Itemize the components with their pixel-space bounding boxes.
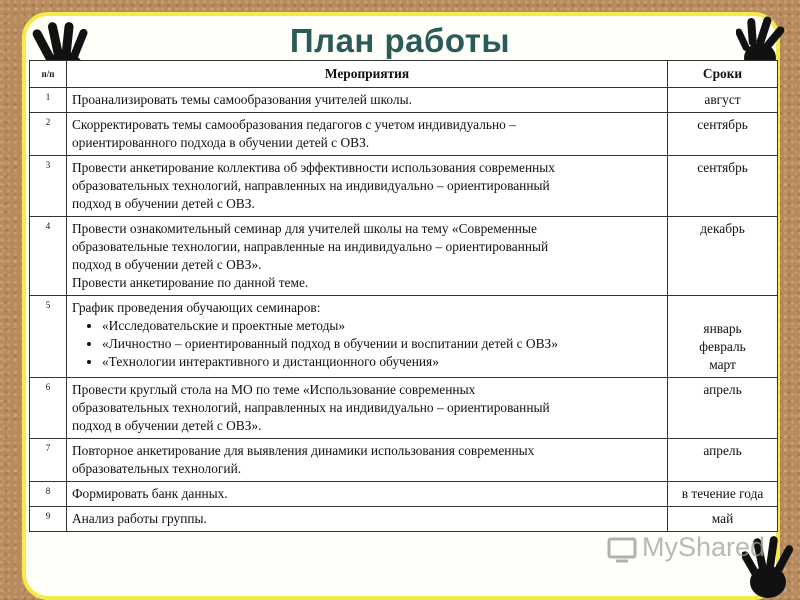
deadline-cell — [668, 88, 778, 113]
activity-cell — [66, 378, 667, 439]
row-number: 9 — [30, 507, 67, 532]
activity-text-line: Провести ознакомительный семинар для учителей школы на тему «Современные — [71, 221, 537, 236]
activity-text-line: Формировать банк данных. — [71, 486, 228, 501]
activity-cell — [66, 296, 667, 378]
table-row — [30, 88, 778, 113]
table-row — [30, 482, 778, 507]
table-header-row — [30, 61, 778, 88]
row-number: 2 — [30, 113, 67, 156]
seminar-list-item: • «Технологии интерактивного и дистанционного обучения» — [102, 353, 662, 371]
watermark-text: MyShared — [642, 532, 766, 562]
table-row — [30, 156, 778, 217]
watermark-logo-icon — [606, 536, 640, 564]
activity-text-line: Провести анкетирование по данной теме. — [71, 275, 309, 290]
deadline-cell — [668, 507, 778, 532]
activity-text-line: подход в обучении детей с ОВЗ». — [71, 418, 262, 433]
deadline-text: сентябрь — [697, 117, 748, 132]
deadline-cell — [668, 296, 778, 378]
seminar-list-item: • «Исследовательские и проектные методы» — [102, 317, 662, 335]
deadline-text: май — [711, 511, 734, 526]
deadline-cell — [668, 439, 778, 482]
deadline-cell — [668, 113, 778, 156]
table-row — [30, 439, 778, 482]
activity-cell — [66, 507, 667, 532]
table-row — [30, 217, 778, 296]
deadline-text: март — [709, 357, 736, 372]
table-row — [30, 378, 778, 439]
deadline-text: август — [704, 92, 741, 107]
activity-text-line: подход в обучении детей с ОВЗ. — [71, 196, 255, 211]
activity-text-line: Проанализировать темы самообразования учителей школы. — [71, 92, 412, 107]
activity-cell — [66, 113, 667, 156]
activity-text-line: ориентированного подхода в обучении детей с ОВЗ. — [71, 135, 370, 150]
deadline-text: сентябрь — [697, 160, 748, 175]
row-number: 6 — [30, 378, 67, 439]
activity-text-line: образовательные технологии, направленные на индивидуально – ориентированный — [71, 239, 549, 254]
header-activities: Мероприятия — [66, 61, 667, 88]
header-deadlines: Сроки — [668, 61, 778, 88]
deadline-cell — [668, 482, 778, 507]
row-number: 5 — [30, 296, 67, 378]
table-row — [30, 296, 778, 378]
activity-text-line: График проведения обучающих семинаров: — [71, 300, 321, 315]
activity-text-line: Провести круглый стола на МО по теме «Использование современных — [71, 382, 476, 397]
header-number: п/п — [30, 61, 67, 88]
deadline-text: апрель — [703, 443, 742, 458]
seminar-list-item: • «Личностно – ориентированный подход в обучении и воспитании детей с ОВЗ» — [102, 335, 662, 353]
page-title: План работы — [289, 22, 511, 59]
activity-cell — [66, 217, 667, 296]
seminar-list — [72, 317, 662, 371]
activity-text-line: подход в обучении детей с ОВЗ». — [71, 257, 262, 272]
deadline-cell — [668, 378, 778, 439]
deadline-text: апрель — [703, 382, 742, 397]
row-number: 8 — [30, 482, 67, 507]
activity-cell — [66, 439, 667, 482]
deadline-text: декабрь — [700, 221, 745, 236]
activity-cell — [66, 156, 667, 217]
activity-text-line: образовательных технологий, направленных на индивидуально – ориентированный — [71, 400, 550, 415]
activity-text-line: образовательных технологий, направленных на индивидуально – ориентированный — [71, 178, 550, 193]
deadline-cell — [668, 217, 778, 296]
deadline-text: февраль — [699, 339, 746, 354]
activity-text-line: Провести анкетирование коллектива об эффективности использования современных — [71, 160, 556, 175]
table-row — [30, 507, 778, 532]
row-number: 1 — [30, 88, 67, 113]
deadline-text: январь — [703, 321, 742, 336]
work-plan-table — [29, 60, 778, 532]
row-number: 4 — [30, 217, 67, 296]
activity-text-line: Повторное анкетирование для выявления динамики использования современных — [71, 443, 535, 458]
activity-cell — [66, 482, 667, 507]
activity-text-line: Скорректировать темы самообразования педагогов с учетом индивидуально – — [71, 117, 516, 132]
row-number: 7 — [30, 439, 67, 482]
deadline-text: в течение года — [681, 486, 764, 501]
row-number: 3 — [30, 156, 67, 217]
activity-cell — [66, 88, 667, 113]
deadline-cell — [668, 156, 778, 217]
activity-text-line: образовательных технологий. — [71, 461, 242, 476]
activity-text-line: Анализ работы группы. — [71, 511, 207, 526]
table-row — [30, 113, 778, 156]
